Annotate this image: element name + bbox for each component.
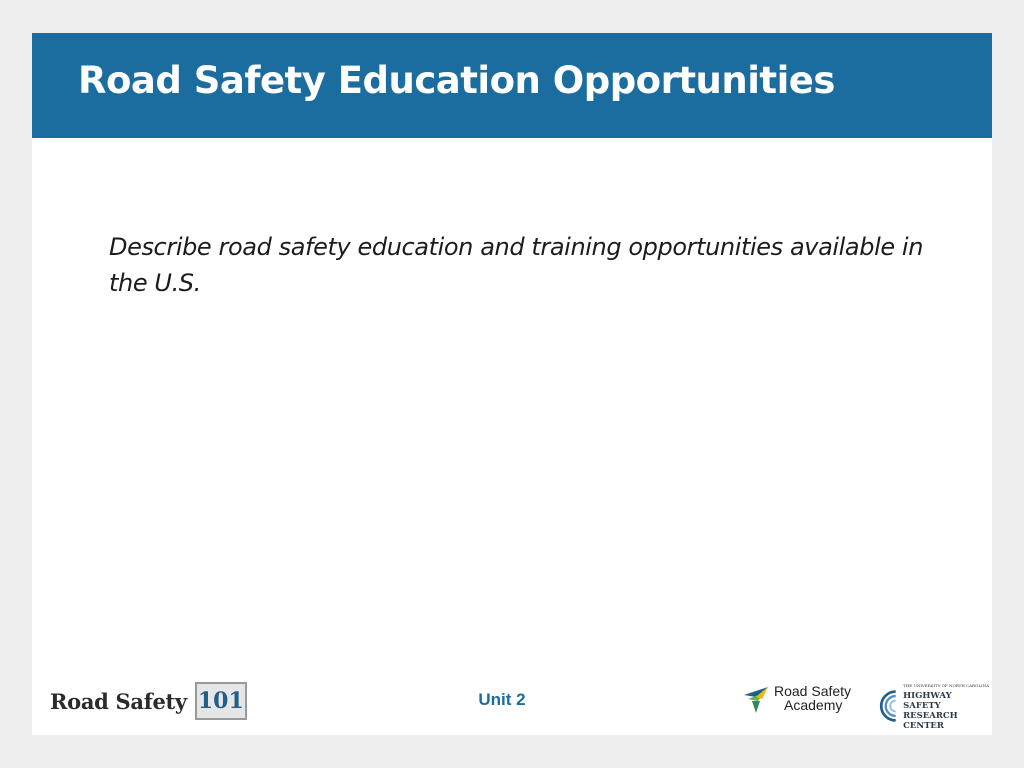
slide-body-text: Describe road safety education and training opportunities available in the U.S.: [109, 233, 924, 297]
highway-safety-research-center-logo: [874, 681, 992, 731]
slide-title: Road Safety Education Opportunities: [78, 59, 835, 102]
road-safety-academy-text: [774, 684, 851, 712]
slide: [32, 33, 992, 735]
road-safety-academy-logo: [742, 683, 851, 713]
hsrc-line1: THE UNIVERSITY OF NORTH CAROLINA: [903, 683, 989, 688]
road-safety-101-logo-text: Road Safety: [50, 688, 187, 714]
hsrc-line3: RESEARCH CENTER: [903, 711, 958, 731]
road-safety-academy-icon: [742, 683, 770, 713]
highway-safety-research-center-text: [903, 681, 992, 731]
hsrc-line2: HIGHWAY SAFETY: [903, 691, 952, 711]
road-safety-101-logo: [50, 681, 247, 721]
road-safety-academy-line1: Road Safety: [774, 683, 852, 699]
road-safety-101-badge: 101: [195, 682, 247, 720]
road-safety-academy-line2: Academy: [784, 697, 843, 713]
unit-label: Unit 2: [478, 690, 526, 709]
title-bar: [32, 33, 992, 138]
highway-safety-swirl-icon: [874, 686, 901, 726]
